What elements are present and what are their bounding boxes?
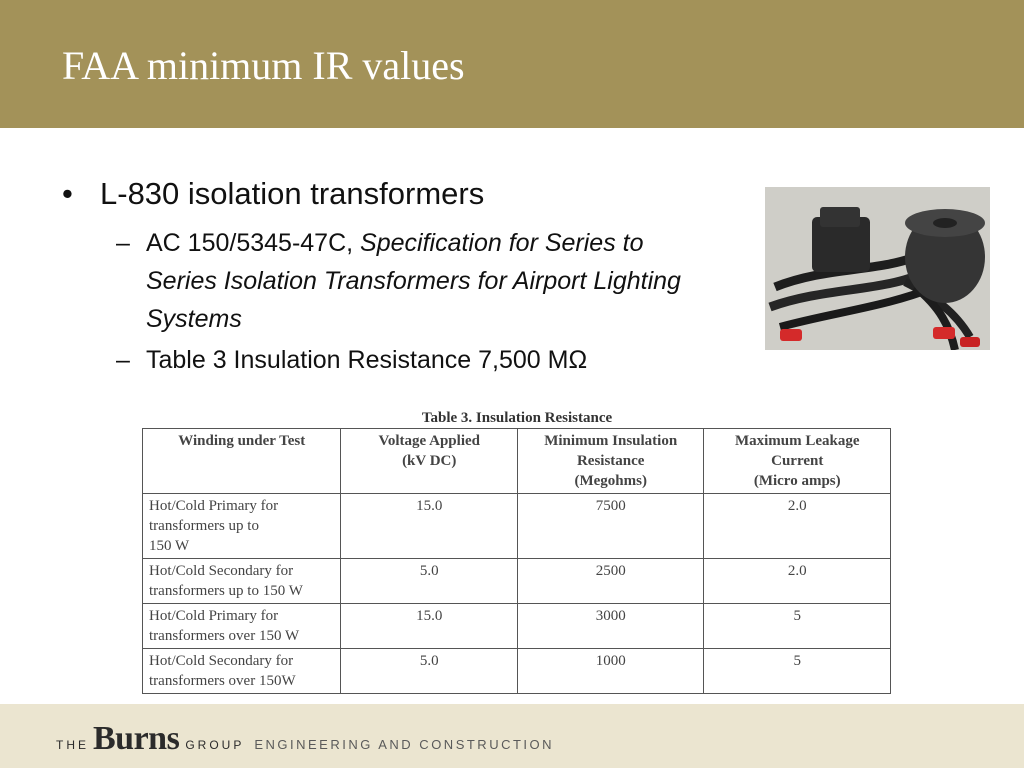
cell-voltage: 15.0: [341, 604, 517, 649]
bullet-l830: [62, 176, 484, 212]
cell-leakage: 5: [704, 604, 891, 649]
cell-line: Hot/Cold Secondary for: [149, 653, 294, 669]
cell-resistance: 1000: [517, 649, 704, 694]
header-line: (kV DC): [402, 453, 457, 469]
transformer-illustration: [765, 187, 990, 350]
table-caption: Table 3. Insulation Resistance: [421, 410, 613, 426]
header-voltage: [341, 429, 517, 494]
header-winding: [143, 429, 341, 494]
cell-voltage: 5.0: [341, 559, 517, 604]
logo-burns: Burns: [93, 720, 180, 757]
cell-voltage: 15.0: [341, 494, 517, 559]
bullet-marker: •: [62, 176, 73, 211]
header-line: Voltage Applied: [378, 433, 480, 449]
cell-resistance: 2500: [517, 559, 704, 604]
cell-winding: [143, 604, 341, 649]
spec-id: AC 150/5345-47C,: [146, 229, 361, 257]
header-line: (Megohms): [574, 473, 647, 489]
cell-line: transformers up to 150 W: [149, 583, 303, 599]
header-resistance: [517, 429, 704, 494]
spec-title: Specification for Series to Series Isolation Transformers for Airport Lighting Systems: [146, 229, 681, 333]
logo-tagline: ENGINEERING AND CONSTRUCTION: [254, 737, 555, 752]
cell-line: 150 W: [149, 538, 190, 554]
cell-line: transformers up to: [149, 518, 259, 534]
title-bar: [0, 0, 1024, 128]
cell-winding: [143, 559, 341, 604]
logo-the: THE: [56, 738, 89, 752]
cell-voltage: 5.0: [341, 649, 517, 694]
cell-winding: [143, 494, 341, 559]
header-leakage: [704, 429, 891, 494]
cell-line: Hot/Cold Primary for: [149, 608, 279, 624]
sub-bullet-marker: –: [116, 346, 130, 374]
table-row: [143, 559, 891, 604]
header-line: Maximum Leakage: [734, 433, 860, 449]
header-line: Current: [771, 453, 824, 469]
table-row: [143, 649, 891, 694]
table-row: [143, 604, 891, 649]
transformer-photo: [765, 187, 990, 350]
sub-bullet-table3: [116, 341, 716, 379]
cell-line: Hot/Cold Secondary for: [149, 563, 294, 579]
header-line: Winding under Test: [178, 433, 306, 449]
table3-note: Table 3 Insulation Resistance 7,500 MΩ: [146, 346, 588, 374]
ir-table: [142, 428, 891, 694]
cell-line: transformers over 150 W: [149, 628, 300, 644]
header-line: Resistance: [576, 453, 645, 469]
cell-leakage: 2.0: [704, 494, 891, 559]
burns-group-logo: [56, 720, 554, 756]
footer-bar: [0, 704, 1024, 768]
header-line: Minimum Insulation: [544, 433, 678, 449]
table-row: [143, 494, 891, 559]
sub-bullet-spec: [116, 224, 716, 338]
cell-resistance: 3000: [517, 604, 704, 649]
cell-line: transformers over 150W: [149, 673, 296, 689]
slide-title: FAA minimum IR values: [62, 43, 465, 88]
insulation-resistance-table: [142, 408, 892, 694]
bullet-text: L-830 isolation transformers: [100, 176, 485, 211]
sub-bullet-marker: –: [116, 229, 130, 257]
header-line: (Micro amps): [753, 473, 841, 489]
cell-leakage: 2.0: [704, 559, 891, 604]
cell-winding: [143, 649, 341, 694]
cell-resistance: 7500: [517, 494, 704, 559]
table-header-row: [143, 429, 891, 494]
cell-line: Hot/Cold Primary for: [149, 498, 279, 514]
cell-leakage: 5: [704, 649, 891, 694]
logo-group: GROUP: [185, 738, 245, 752]
